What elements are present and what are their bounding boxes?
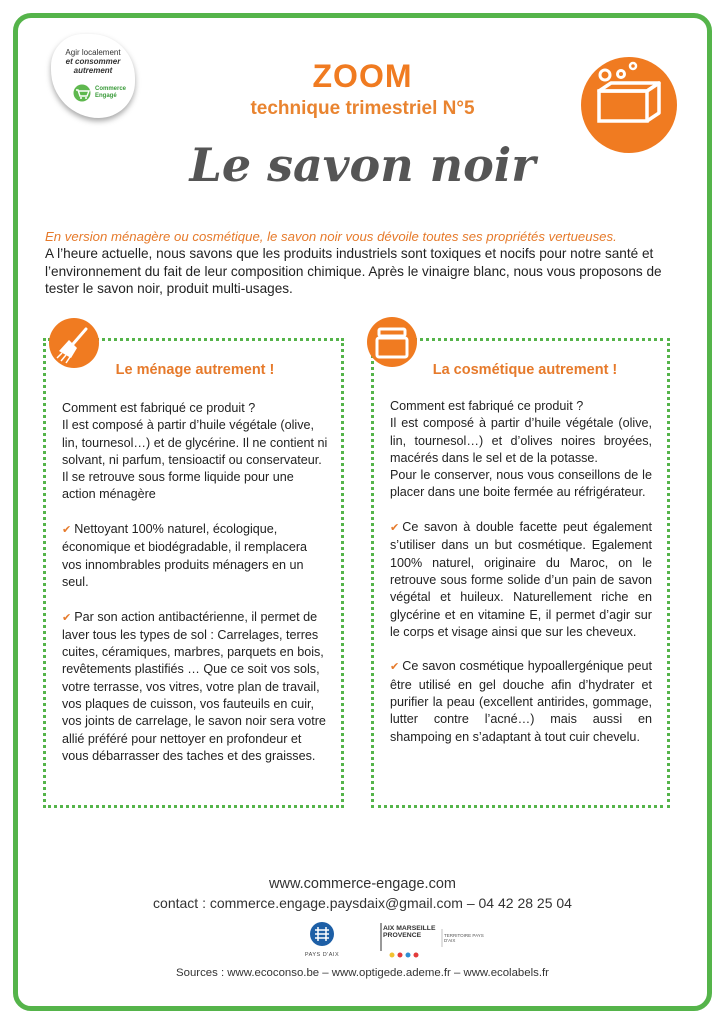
website-link[interactable]: www.commerce-engage.com (269, 876, 456, 892)
cosmetique-text (390, 398, 652, 763)
header-subtitle: technique trimestriel N°5 (250, 98, 475, 119)
sources-line: Sources : www.ecoconso.be – www.optigede.ademe.fr – www.ecolabels.fr (176, 967, 549, 979)
cosmetique-point-1: ✔ Ce savon à double facette peut également s’utiliser dans un but cosmétique. Egalement 100% naturel, originaire du Maroc, on le retrouve sous forme solide d’un pain de savon végétal et huileux. Naturellement riche en glycérine et en vitamine E, il permet d’agir sur le corps et visage ainsi que sur les cheveux. (390, 520, 652, 639)
logo-line3: autrement (73, 66, 113, 75)
menage-composition: Il est composé à partir d’huile végétale (olive, lin, tournesol…) et de glycérine. Il ne contient ni solvant, ni parfum, tensioactif ou conservateur. Il se retrouve sous forme liquide pour une action ménagère (62, 418, 328, 502)
logo-line1: Agir localement (65, 48, 121, 57)
jar-icon (367, 317, 417, 367)
logo-brand: Commerce Engagé (95, 86, 127, 99)
soap-icon (581, 57, 677, 153)
logo-line2: et consommer (65, 57, 121, 66)
cosmetique-title: La cosmétique autrement ! (432, 362, 618, 378)
page-title: Le savon noir (189, 138, 536, 192)
check-icon: ✔ (62, 611, 72, 624)
menage-point-1: ✔ Nettoyant 100% naturel, écologique, économique et biodégradable, il remplacera vos innombrables produits ménagers en un seul. (62, 522, 308, 589)
menage-title: Le ménage autrement ! (115, 362, 275, 378)
amp-subtitle: TERRITOIRE PAYS D'AIX (444, 933, 484, 943)
cosmetique-conservation: Pour le conserver, nous vous conseillons de le placer dans une boite fermée au réfrigérateur. (390, 468, 652, 500)
intro-tagline: En version ménagère ou cosmétique, le savon noir vous dévoile toutes ses propriétés vertueuses. (45, 229, 617, 244)
menage-point-2: ✔ Par son action antibactérienne, il permet de laver tous les types de sol : Carrelages, terres cuites, céramiques, marbres, parquets en bois, revêtements plastifiés … Que ce soit vos sols, votre terrasse, vos vitres, votre plan de travail, vos plaques de cuisson, vos fauteuils en cuir, vos joints de carrelage, le savon noir sera votre allié préféré pour nettoyer en profondeur et vous débarrasser des taches et des graisses. (62, 609, 326, 763)
cosmetique-question: Comment est fabriqué ce produit ? (390, 399, 584, 413)
check-icon: ✔ (390, 522, 400, 535)
pays-daix-logo (300, 921, 344, 963)
menage-question: Comment est fabriqué ce produit ? (62, 401, 256, 415)
broom-icon (49, 318, 99, 368)
menage-text (62, 400, 330, 783)
cosmetique-composition: Il est composé à partir d’huile végétale (olive, lin, tournesol…) et d’olives noires broyées, macérés dans le sel et de la potasse. (390, 416, 652, 465)
pays-daix-emblem-icon (309, 921, 335, 947)
check-icon: ✔ (62, 524, 72, 537)
intro-body: A l’heure actuelle, nous savons que les produits industriels sont toxiques et nocifs pour notre santé et l’environnement du fait de leur composition chimique. Après le vinaigre blanc, nous vous proposons de tester le savon noir, produit multi-usages. (45, 246, 662, 296)
contact-line[interactable]: contact : commerce.engage.paysdaix@gmail.com – 04 42 28 25 04 (153, 895, 572, 911)
amp-title: AIX MARSEILLE PROVENCE (383, 925, 436, 939)
cosmetique-point-2: ✔ Ce savon cosmétique hypoallergénique peut être utilisé en gel douche afin d’hydrater et purifier la peau (excellent antirides, gommage, lutter contre l’acné…) mais aussi en shampoing en s’adaptant à tout cuir chevelu. (390, 659, 652, 744)
aix-marseille-provence-logo (380, 921, 490, 961)
pays-daix-caption: PAYS D'AIX (304, 952, 340, 958)
check-icon: ✔ (390, 661, 400, 674)
header-zoom: ZOOM (312, 58, 413, 94)
